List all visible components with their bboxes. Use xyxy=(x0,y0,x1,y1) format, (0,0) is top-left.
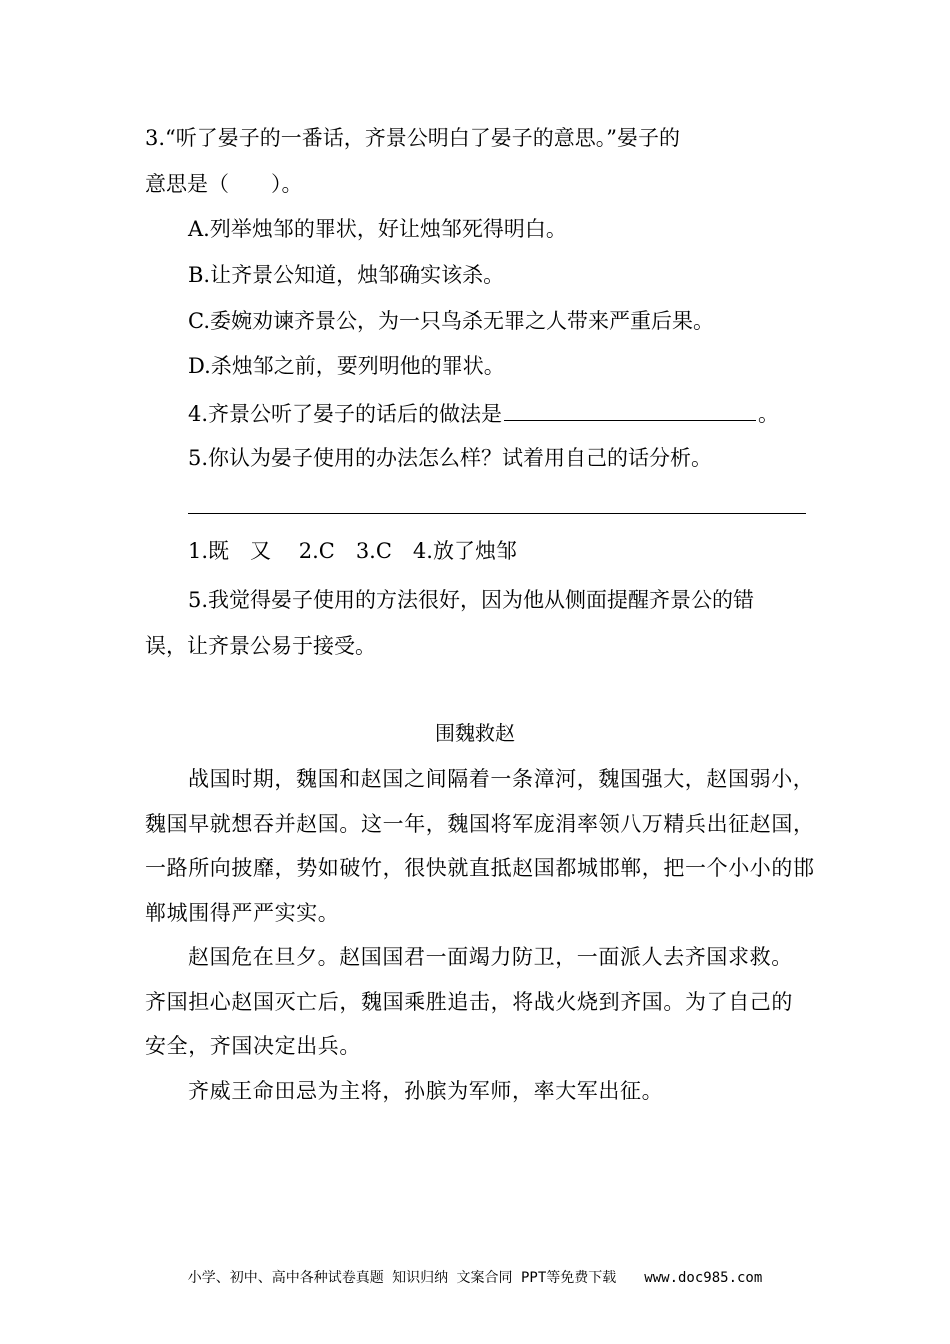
question-3-line-2: 意思是（ ）。 xyxy=(145,172,303,196)
question-4-period: 。 xyxy=(758,402,780,426)
story-paragraph-1-line-1: 战国时期，魏国和赵国之间隔着一条漳河，魏国强大，赵国弱小， xyxy=(188,767,815,791)
question-4-prompt: 4.齐景公听了晏子的话后的做法是 xyxy=(188,402,503,426)
answers-line-3: 误，让齐景公易于接受。 xyxy=(145,634,376,658)
question-5-answer-line xyxy=(188,513,806,514)
page-footer xyxy=(0,1268,950,1288)
option-d: D.杀烛邹之前，要列明他的罪状。 xyxy=(188,354,505,378)
question-5: 5.你认为晏子使用的办法怎么样？试着用自己的话分析。 xyxy=(188,446,713,470)
footer-website[interactable]: www.doc985.com xyxy=(644,1270,763,1286)
story-paragraph-2-line-1: 赵国危在旦夕。赵国国君一面竭力防卫，一面派人去齐国求救。 xyxy=(188,945,793,969)
story-paragraph-2-line-2: 齐国担心赵国灭亡后，魏国乘胜追击，将战火烧到齐国。为了自己的 xyxy=(145,990,793,1014)
footer-tagline: 小学、初中、高中各种试卷真题 知识归纳 文案合同 PPT等免费下载 xyxy=(187,1270,617,1286)
option-a: A.列举烛邹的罪状，好让烛邹死得明白。 xyxy=(188,217,567,241)
story-paragraph-1-line-3: 一路所向披靡，势如破竹，很快就直抵赵国都城邯郸，把一个小小的邯 xyxy=(145,856,815,880)
story-title: 围魏救赵 xyxy=(435,721,515,745)
answers-line-2: 5.我觉得晏子使用的方法很好，因为他从侧面提醒齐景公的错 xyxy=(188,588,755,612)
question-3-line-1: 3.“听了晏子的一番话，齐景公明白了晏子的意思。”晏子的 xyxy=(145,126,681,150)
story-paragraph-2-line-3: 安全，齐国决定出兵。 xyxy=(145,1034,361,1058)
story-paragraph-3-line-1: 齐威王命田忌为主将，孙膑为军师，率大军出征。 xyxy=(188,1079,664,1103)
question-4 xyxy=(188,398,779,428)
question-4-answer-blank xyxy=(504,398,756,421)
option-b: B.让齐景公知道，烛邹确实该杀。 xyxy=(188,263,505,287)
answers-line-1: 1.既 又 2.C 3.C 4.放了烛邹 xyxy=(188,539,517,563)
story-paragraph-1-line-2: 魏国早就想吞并赵国。这一年，魏国将军庞涓率领八万精兵出征赵国， xyxy=(145,812,815,836)
story-paragraph-1-line-4: 郸城围得严严实实。 xyxy=(145,901,340,925)
option-c: C.委婉劝谏齐景公，为一只鸟杀无罪之人带来严重后果。 xyxy=(188,309,714,333)
